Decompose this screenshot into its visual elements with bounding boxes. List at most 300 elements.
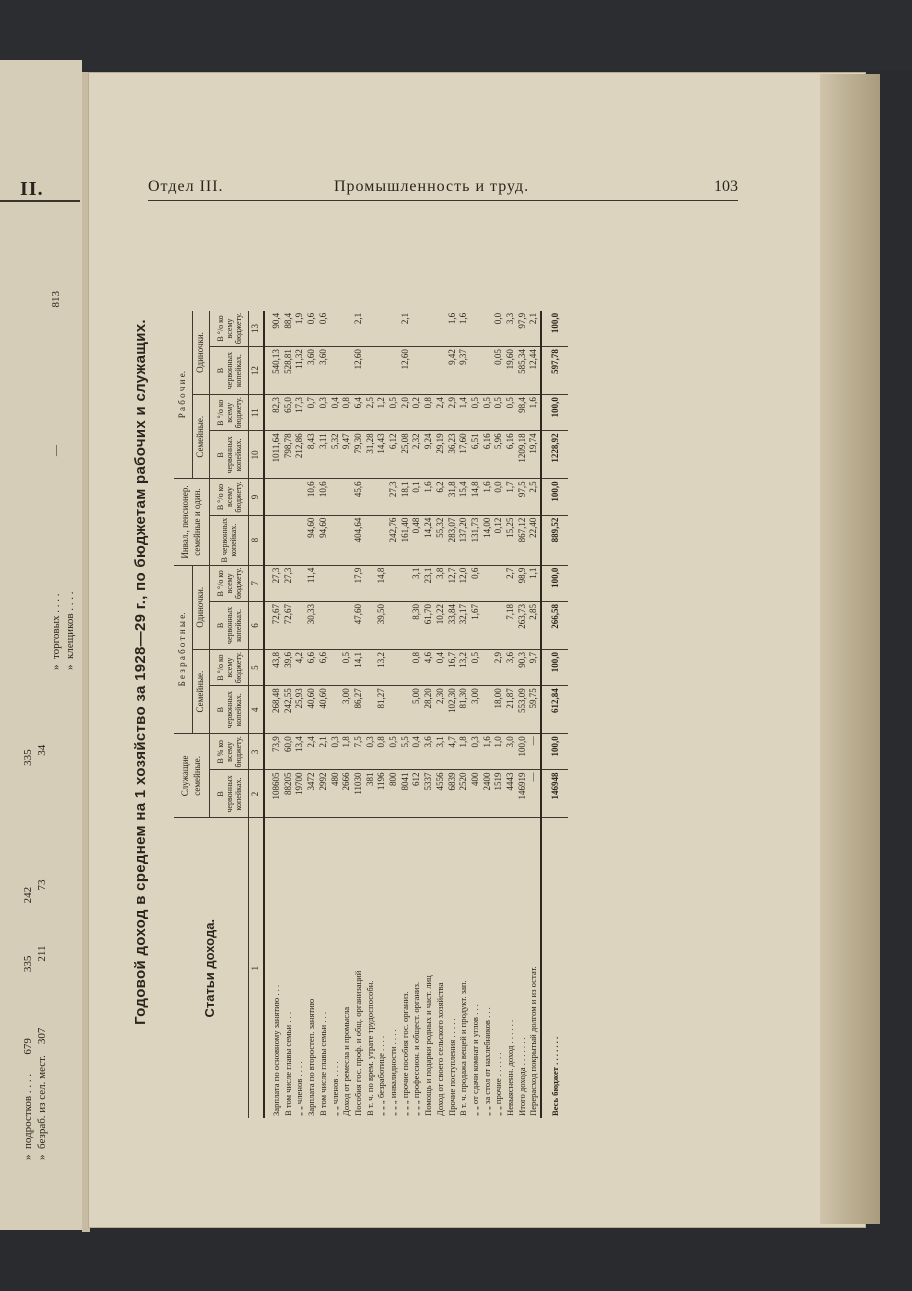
table-cell: 2,4: [435, 395, 447, 431]
table-cell: 18,00: [493, 686, 505, 734]
table-cell: 400: [470, 770, 482, 818]
row-label: „ „ прочие . . . . . .: [493, 1052, 504, 1116]
table-cell: [470, 311, 482, 347]
table-cell: 1,6: [447, 311, 459, 347]
table-cell: 2,1: [528, 311, 541, 347]
table-cell: 27,3: [388, 479, 400, 515]
table-row: [294, 311, 306, 1118]
table-cell: 161,40: [400, 515, 412, 565]
table-cell: 131,73: [470, 515, 482, 565]
table-cell: [376, 515, 388, 565]
table-cell: 100,0: [517, 734, 529, 770]
table-cell: 2,30: [435, 686, 447, 734]
total-label: Весь бюджет . . . . . . .: [541, 818, 568, 1118]
table-cell: 528,81: [283, 347, 295, 395]
table-cell: 263,73: [517, 601, 529, 649]
table-cell: 72,67: [283, 601, 295, 649]
table-cell: 19,60: [505, 347, 517, 395]
total-cell: 1228,92: [541, 431, 568, 479]
background-top: [0, 0, 912, 70]
total-cell: 100,0: [541, 311, 568, 347]
table-cell: 9,42: [447, 347, 459, 395]
table-cell: 2520: [458, 770, 470, 818]
column-number: 10: [249, 431, 265, 479]
row-label: „ „ за стол от нахлебников . . .: [481, 1007, 492, 1116]
table-cell: 0,4: [435, 649, 447, 685]
table-cell: 1,4: [458, 395, 470, 431]
left-page-row: » безраб. из сел. мест. 307 211 73 34: [36, 744, 48, 1160]
table-cell: [283, 515, 295, 565]
table-cell: 0,3: [330, 734, 342, 770]
table-cell: 73,9: [264, 734, 283, 770]
table-cell: 9,7: [528, 649, 541, 685]
table-cell: 0,5: [470, 395, 482, 431]
table-cell: [294, 515, 306, 565]
table-cell: 12,44: [528, 347, 541, 395]
column-number: 4: [249, 686, 265, 734]
table-cell: 6,12: [388, 431, 400, 479]
table-cell: 585,34: [517, 347, 529, 395]
table-cell: [341, 565, 353, 601]
table-cell: 11,32: [294, 347, 306, 395]
group-header: Р а б о ч и е.: [174, 311, 193, 479]
table-cell: 6,6: [306, 649, 318, 685]
table-cell: [365, 311, 377, 347]
row-label: „ „ членов . . . .: [294, 1061, 305, 1116]
table-cell: [482, 601, 494, 649]
table-cell: 3,1: [411, 565, 423, 601]
table-cell: 0,05: [493, 347, 505, 395]
table-cell: 25,93: [294, 686, 306, 734]
table-cell: 540,13: [264, 347, 283, 395]
table-cell: 88205: [283, 770, 295, 818]
table-cell: 0,12: [493, 515, 505, 565]
table-cell: 55,32: [435, 515, 447, 565]
table-cell: 0,0: [493, 311, 505, 347]
table-cell: 65,0: [283, 395, 295, 431]
subgroup-header: Одиночки.: [193, 311, 210, 395]
table-cell: 11,4: [306, 565, 318, 601]
table-cell: 0,48: [411, 515, 423, 565]
table-cell: 5337: [423, 770, 435, 818]
table-cell: 16,7: [447, 649, 459, 685]
total-cell: 612,84: [541, 686, 568, 734]
table-cell: 2,32: [411, 431, 423, 479]
table-cell: 102,30: [447, 686, 459, 734]
table-cell: 2666: [341, 770, 353, 818]
table-cell: [482, 311, 494, 347]
table-cell: [283, 479, 295, 515]
table-cell: 1209,18: [517, 431, 529, 479]
row-label: В том числе главы семьи . . .: [282, 1012, 293, 1116]
table-cell: [318, 565, 330, 601]
section-label: Отдел III.: [148, 178, 224, 195]
table-cell: [388, 311, 400, 347]
table-cell: —: [528, 734, 541, 770]
col-header-pct: В % ко всему бюджету.: [210, 734, 249, 770]
table-cell: [400, 601, 412, 649]
table-cell: 10,6: [318, 479, 330, 515]
table-row: [353, 311, 365, 1118]
total-cell: 100,0: [541, 734, 568, 770]
table-row: [341, 311, 353, 1118]
table-cell: 0,5: [470, 649, 482, 685]
table-cell: 15,4: [458, 479, 470, 515]
table-cell: 12,7: [447, 565, 459, 601]
group-header: Б е з р а б о т н ы е.: [174, 565, 193, 734]
row-label: В т. ч. по врем. утрате трудоспособн.: [364, 980, 375, 1116]
table-row: [423, 311, 435, 1118]
table-cell: 3472: [306, 770, 318, 818]
table-cell: 3,3: [505, 311, 517, 347]
table-cell: 404,64: [353, 515, 365, 565]
table-cell: 2,9: [493, 649, 505, 685]
subgroup-header: Одиночки.: [193, 565, 210, 649]
row-label-header: Статьи дохода.: [174, 818, 249, 1118]
table-row: [470, 311, 482, 1118]
col-header-rub: В червонных копейках.: [210, 515, 249, 565]
column-number: 7: [249, 565, 265, 601]
col-header-rub: В червонных копейках.: [210, 431, 249, 479]
table-cell: [294, 565, 306, 601]
table-cell: 0,5: [388, 395, 400, 431]
table-cell: 1,6: [528, 395, 541, 431]
table-cell: 6839: [447, 770, 459, 818]
table-cell: 3,11: [318, 431, 330, 479]
table-row: [283, 311, 295, 1118]
group-header: Инвал., пенсионер. семейные и один.: [174, 479, 210, 565]
total-cell: 266,58: [541, 601, 568, 649]
table-cell: [330, 686, 342, 734]
table-cell: 6,16: [482, 431, 494, 479]
table-cell: 4,7: [447, 734, 459, 770]
table-cell: 29,19: [435, 431, 447, 479]
table-cell: 5,00: [411, 686, 423, 734]
table-cell: 8,43: [306, 431, 318, 479]
table-cell: [388, 649, 400, 685]
table-cell: [365, 479, 377, 515]
table-cell: 27,3: [283, 565, 295, 601]
table-cell: 6,16: [505, 431, 517, 479]
table-cell: 1196: [376, 770, 388, 818]
table-cell: 4443: [505, 770, 517, 818]
table-cell: 4,2: [294, 649, 306, 685]
table-cell: 3,6: [505, 649, 517, 685]
table-cell: 22,40: [528, 515, 541, 565]
table-cell: 14,43: [376, 431, 388, 479]
col-header-pct: В °/о ко всему бюджету.: [210, 311, 249, 347]
table-cell: 1,6: [482, 479, 494, 515]
table-cell: 0,7: [306, 395, 318, 431]
table-cell: 72,67: [264, 601, 283, 649]
table-cell: 0,4: [330, 395, 342, 431]
table-cell: 1,7: [505, 479, 517, 515]
table-cell: 3,00: [470, 686, 482, 734]
table-cell: 1,6: [458, 311, 470, 347]
table-cell: [376, 479, 388, 515]
table-cell: 19,74: [528, 431, 541, 479]
column-number: 6: [249, 601, 265, 649]
row-label: Помощь и подарки родных и част. лиц: [423, 975, 434, 1116]
section-title: Промышленность и труд.: [334, 178, 530, 195]
table-cell: 94,60: [318, 515, 330, 565]
table-cell: [482, 649, 494, 685]
table-cell: 61,70: [423, 601, 435, 649]
table-cell: 27,3: [264, 565, 283, 601]
table-cell: 81,30: [458, 686, 470, 734]
table-row: [318, 311, 330, 1118]
table-cell: 47,60: [353, 601, 365, 649]
column-number: 9: [249, 479, 265, 515]
table-cell: 12,0: [458, 565, 470, 601]
table-cell: 19700: [294, 770, 306, 818]
table-cell: 31,8: [447, 479, 459, 515]
table-cell: 1,8: [341, 734, 353, 770]
table-cell: 82,3: [264, 395, 283, 431]
rotated-table-block: [132, 216, 732, 1128]
table-cell: 97,5: [517, 479, 529, 515]
row-label: „ „ „ безработице . . . .: [376, 1035, 387, 1116]
table-row: [458, 311, 470, 1118]
col-header-rub: В червонных копейках.: [210, 770, 249, 818]
table-cell: 36,23: [447, 431, 459, 479]
table-cell: 9,37: [458, 347, 470, 395]
table-cell: 0,3: [318, 395, 330, 431]
table-cell: [318, 601, 330, 649]
table-cell: 0,0: [493, 479, 505, 515]
table-cell: [365, 601, 377, 649]
row-label: Итого дохода . . . . . . .: [516, 1037, 527, 1116]
total-cell: 146948: [541, 770, 568, 818]
table-cell: [400, 565, 412, 601]
table-cell: [411, 311, 423, 347]
background-bottom: [0, 1232, 912, 1291]
table-cell: 7,5: [353, 734, 365, 770]
table-cell: [400, 649, 412, 685]
table-cell: [470, 347, 482, 395]
table-cell: 40,60: [318, 686, 330, 734]
total-cell: 100,0: [541, 649, 568, 685]
table-cell: 1,6: [482, 734, 494, 770]
table-cell: 39,6: [283, 649, 295, 685]
row-label: Зарплата по второстеп. занятию: [306, 998, 317, 1116]
table-cell: 242,76: [388, 515, 400, 565]
table-cell: —: [528, 770, 541, 818]
row-label: „ „ членов . . . .: [329, 1061, 340, 1116]
table-cell: 6,2: [435, 479, 447, 515]
table-cell: 146919: [517, 770, 529, 818]
table-cell: 0,8: [411, 649, 423, 685]
total-row: [541, 311, 568, 1118]
table-cell: [365, 515, 377, 565]
table-cell: 25,08: [400, 431, 412, 479]
table-cell: [435, 311, 447, 347]
table-cell: 2,5: [528, 479, 541, 515]
table-cell: 268,48: [264, 686, 283, 734]
table-cell: 13,4: [294, 734, 306, 770]
table-cell: [482, 686, 494, 734]
running-head: [148, 178, 738, 204]
total-cell: 889,52: [541, 515, 568, 565]
table-cell: 79,30: [353, 431, 365, 479]
table-cell: 1011,64: [264, 431, 283, 479]
table-cell: 1,9: [294, 311, 306, 347]
table-cell: [294, 601, 306, 649]
table-cell: [423, 347, 435, 395]
table-cell: 798,78: [283, 431, 295, 479]
column-number: 13: [249, 311, 265, 347]
table-cell: [341, 479, 353, 515]
group-header: Служащие семейные.: [174, 734, 210, 818]
table-cell: 3,00: [341, 686, 353, 734]
table-cell: 0,5: [388, 734, 400, 770]
table-cell: 8,30: [411, 601, 423, 649]
table-cell: [341, 601, 353, 649]
table-cell: 0,5: [341, 649, 353, 685]
table-cell: 0,2: [411, 395, 423, 431]
row-label: Зарплата по основному занятию . . .: [271, 984, 281, 1116]
table-cell: 11030: [353, 770, 365, 818]
table-cell: [294, 479, 306, 515]
row-label: Доход от своего сельского хозяйства: [434, 982, 445, 1116]
table-cell: 0,5: [505, 395, 517, 431]
table-cell: 13,2: [458, 649, 470, 685]
table-cell: 18,1: [400, 479, 412, 515]
table-cell: [411, 347, 423, 395]
table-cell: 0,8: [376, 734, 388, 770]
table-cell: [341, 311, 353, 347]
column-number: 8: [249, 515, 265, 565]
col-header-rub: В червонных копейках.: [210, 601, 249, 649]
table-cell: 90,3: [517, 649, 529, 685]
table-cell: 3,60: [318, 347, 330, 395]
table-row: [330, 311, 342, 1118]
table-title: Годовой доход в среднем на 1 хозяйство за 1928—29 г., по бюджетам рабочих и служащих.: [132, 319, 149, 1025]
table-cell: 381: [365, 770, 377, 818]
table-cell: 60,0: [283, 734, 295, 770]
column-number: 1: [249, 818, 265, 1118]
table-row: [482, 311, 494, 1118]
column-number: 2: [249, 770, 265, 818]
table-cell: 0,5: [493, 395, 505, 431]
table-cell: 12,60: [400, 347, 412, 395]
table-cell: 553,09: [517, 686, 529, 734]
total-cell: 100,0: [541, 395, 568, 431]
table-cell: 59,75: [528, 686, 541, 734]
col-header-rub: В червонных копейках.: [210, 686, 249, 734]
row-label: Невыясненн. доход . . . . . .: [505, 1019, 516, 1116]
row-label: Доход от ремесла и промысла: [341, 1006, 352, 1116]
table-cell: [400, 686, 412, 734]
table-cell: [423, 311, 435, 347]
table-cell: 1,8: [458, 734, 470, 770]
table-cell: 4556: [435, 770, 447, 818]
table-row: [264, 311, 283, 1118]
table-cell: 2,7: [505, 565, 517, 601]
table-cell: 40,60: [306, 686, 318, 734]
table-cell: 0,6: [470, 565, 482, 601]
table-cell: 97,9: [517, 311, 529, 347]
table-row: [517, 311, 529, 1118]
table-cell: 14,24: [423, 515, 435, 565]
table-cell: 1,6: [423, 479, 435, 515]
table-cell: 81,27: [376, 686, 388, 734]
table-cell: 612: [411, 770, 423, 818]
table-cell: 39,50: [376, 601, 388, 649]
table-cell: 1,0: [493, 734, 505, 770]
table-cell: 242,55: [283, 686, 295, 734]
table-cell: 2,0: [400, 395, 412, 431]
table-cell: 10,22: [435, 601, 447, 649]
table-cell: [493, 565, 505, 601]
table-cell: 3,0: [505, 734, 517, 770]
table-cell: 12,60: [353, 347, 365, 395]
table-cell: 2992: [318, 770, 330, 818]
table-row: [306, 311, 318, 1118]
table-cell: 90,4: [264, 311, 283, 347]
table-cell: 98,9: [517, 565, 529, 601]
table-cell: [376, 311, 388, 347]
table-cell: 17,60: [458, 431, 470, 479]
col-header-rub: В червонных копейках.: [210, 347, 249, 395]
left-page-header: II.: [20, 178, 44, 200]
table-row: [411, 311, 423, 1118]
table-cell: 30,33: [306, 601, 318, 649]
table-cell: [388, 565, 400, 601]
table-cell: 5,32: [330, 431, 342, 479]
table-cell: 2,9: [447, 395, 459, 431]
table-row: [447, 311, 459, 1118]
table-cell: 0,5: [482, 395, 494, 431]
table-cell: [388, 601, 400, 649]
row-label: „ „ от сдачи комнат и углов . . .: [469, 1004, 480, 1116]
table-cell: [376, 347, 388, 395]
table-cell: 17,9: [353, 565, 365, 601]
row-label: В том числе главы семьи . . .: [317, 1012, 328, 1116]
table-cell: 10,6: [306, 479, 318, 515]
row-label: „ „ „ прочие пособия гос. организ.: [399, 991, 410, 1116]
subgroup-header: Семейные.: [193, 395, 210, 479]
table-row: [435, 311, 447, 1118]
table-cell: 800: [388, 770, 400, 818]
table-cell: 0,6: [318, 311, 330, 347]
table-cell: 0,3: [470, 734, 482, 770]
table-cell: 33,84: [447, 601, 459, 649]
table-cell: 0,8: [341, 395, 353, 431]
table-cell: [264, 515, 283, 565]
table-cell: 21,87: [505, 686, 517, 734]
page-edge: [820, 74, 880, 1224]
table-cell: [330, 601, 342, 649]
table-cell: 86,27: [353, 686, 365, 734]
table-cell: [493, 601, 505, 649]
table-cell: 1,67: [470, 601, 482, 649]
table-cell: 867,12: [517, 515, 529, 565]
table-cell: 2,4: [306, 734, 318, 770]
table-cell: 31,28: [365, 431, 377, 479]
row-label: Прочие поступления . . . . .: [446, 1018, 457, 1116]
table-cell: 137,20: [458, 515, 470, 565]
table-cell: 0,3: [365, 734, 377, 770]
table-cell: 2400: [482, 770, 494, 818]
table-cell: [330, 565, 342, 601]
table-cell: 5,5: [400, 734, 412, 770]
table-cell: 98,4: [517, 395, 529, 431]
table-cell: 14,8: [376, 565, 388, 601]
col-header-pct: В °/о ко всему бюджету.: [210, 479, 249, 515]
header-rule: [148, 200, 738, 201]
table-cell: 2,1: [318, 734, 330, 770]
